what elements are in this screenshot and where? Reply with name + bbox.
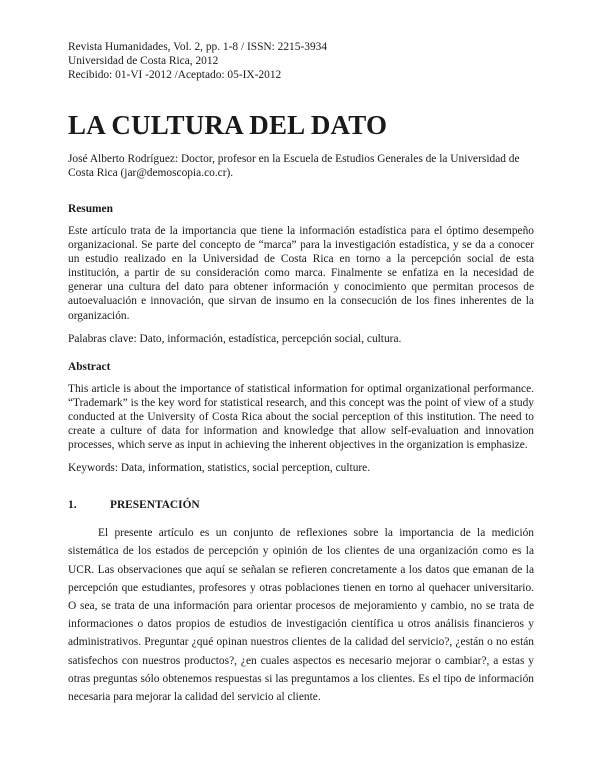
journal-dates: Recibido: 01-VI -2012 /Aceptado: 05-IX-2012	[68, 69, 282, 81]
journal-citation: Revista Humanidades, Vol. 2, pp. 1-8 / ISSN: 2215-3934	[68, 41, 328, 53]
journal-institution: Universidad de Costa Rica, 2012	[68, 55, 219, 67]
resumen-heading: Resumen	[68, 203, 113, 215]
abstract-text: This article is about the importance of statistical information for optimal organizational performance. “Trademark” is the key word for statistical research, and this concept was the point of view of a study conducted at the University of Costa Rica about the social perception of this institution. The need to create a culture of data for information and knowledge that allow self-evaluation and innovation processes, which serve as input in achieving the inherent objectives in the organization is emphasize.	[68, 382, 534, 452]
section-number: 1.	[68, 499, 77, 512]
paper-title: LA CULTURA DEL DATO	[68, 110, 388, 140]
paper-page	[68, 40, 534, 706]
author-info: José Alberto Rodríguez: Doctor, profesor en la Escuela de Estudios Generales de la Universidad de Costa Rica (jar@demoscopia.co.cr).	[68, 153, 520, 179]
section-body: El presente artículo es un conjunto de reflexiones sobre la importancia de la medición sistemática de los estados de percepción y opinión de los clientes de una organización como es la UCR. Las observaciones que aquí se señalan se refieren concretamente a los datos que emanan de la percepción que estudiantes, profesores y otras poblaciones tienen en torno al quehacer universitario. O sea, se trata de una información para orientar procesos de mejoramiento y cambio, no se trata de informaciones o datos propios de estudios de investigación científica u otros análisis financieros y administrativos. Preguntar ¿qué opinan nuestros clientes de la calidad del servicio?, ¿están o no están satisfechos con nuestros productos?, ¿en cuales aspectos es necesario mejorar o cambiar?, a estas y otras preguntas sólo obtenemos respuestas si las preguntamos a los clientes. Es el tipo de información necesaria para mejorar la calidad del servicio al cliente.	[68, 527, 534, 703]
abstract-keywords: Keywords: Data, information, statistics, social perception, culture.	[68, 462, 371, 475]
resumen-keywords: Palabras clave: Dato, información, estadística, percepción social, cultura.	[68, 332, 402, 345]
abstract-heading: Abstract	[68, 360, 111, 373]
section-heading	[68, 498, 534, 512]
resumen-text: Este artículo trata de la importancia que tiene la información estadística para el óptimo desempeño organizacional. Se parte del concepto de “marca” para la investigación estadística, y se da a conocer un estudio realizado en la Universidad de Costa Rica en torno a la percepción social de esta institución, a partir de su consideración como marca. Finalmente se enfatiza en la necesidad de generar una cultura del dato para obtener información y conocimiento que permitan procesos de autoevaluación e innovación, que sirvan de insumo en la consecución de los fines inherentes de la organización.	[68, 225, 534, 322]
section-title: PRESENTACIÓN	[110, 499, 200, 512]
